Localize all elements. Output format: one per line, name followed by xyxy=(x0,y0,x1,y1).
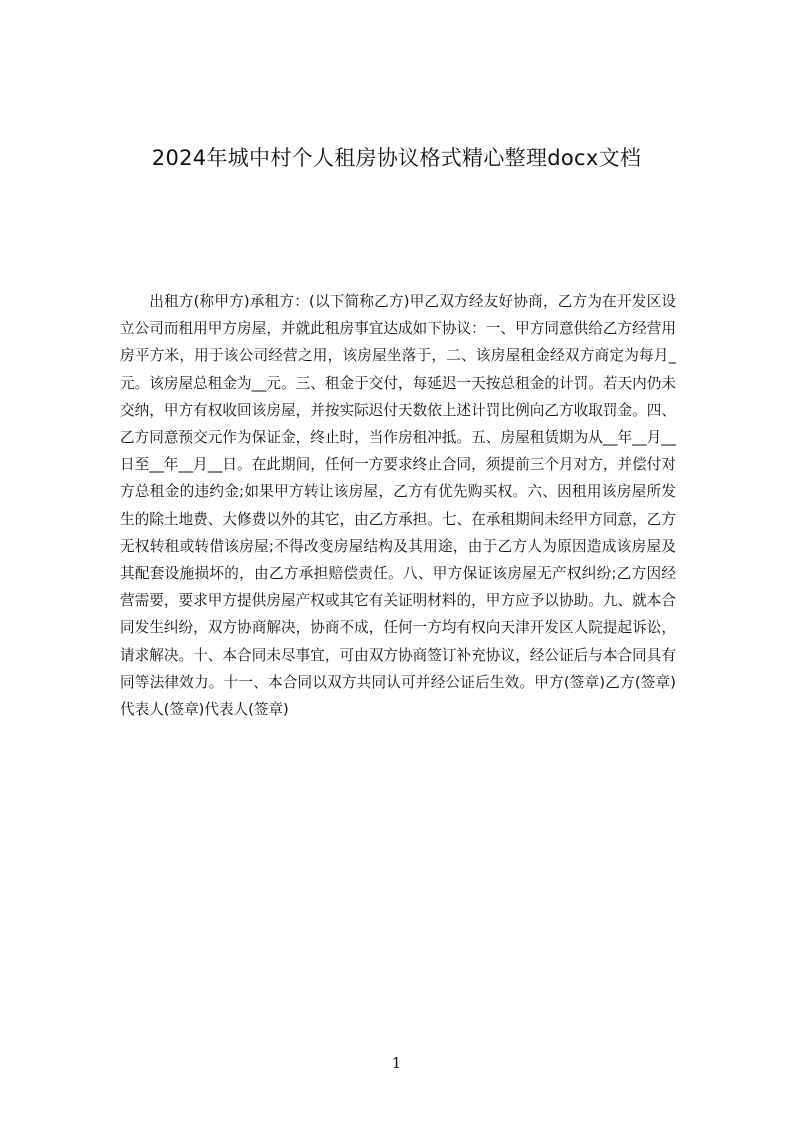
document-body-paragraph: 出租方(称甲方)承租方：(以下简称乙方)甲乙双方经友好协商，乙方为在开发区设立公司而租用甲方房屋，并就此租房事宜达成如下协议：一、甲方同意供给乙方经营用房平方米，用于该公司经营之用，该房屋坐落于，二、该房屋租金经双方商定为每月_元。该房屋总租金为__元。三、租金于交付，每延迟一天按总租金的计罚。若天内仍未交纳，甲方有权收回该房屋，并按实际迟付天数依上述计罚比例向乙方收取罚金。四、乙方同意预交元作为保证金，终止时，当作房租冲抵。五、房屋租赁期为从__年__月__日至__年__月__日。在此期间，任何一方要求终止合同，须提前三个月对方，并偿付对方总租金的违约金;如果甲方转让该房屋，乙方有优先购买权。六、因租用该房屋所发生的除土地费、大修费以外的其它，由乙方承担。七、在承租期间未经甲方同意，乙方无权转租或转借该房屋;不得改变房屋结构及其用途，由于乙方人为原因造成该房屋及其配套设施损坏的，由乙方承担赔偿责任。八、甲方保证该房屋无产权纠纷;乙方因经营需要，要求甲方提供房屋产权或其它有关证明材料的，甲方应予以协助。九、就本合同发生纠纷，双方协商解决，协商不成，任何一方均有权向天津开发区人院提起诉讼，请求解决。十、本合同未尽事宜，可由双方协商签订补充协议，经公证后与本合同具有同等法律效力。十一、本合同以双方共同认可并经公证后生效。甲方(签章)乙方(签章)代表人(签章)代表人(签章) xyxy=(120,293,676,719)
page-number: 1 xyxy=(391,1054,402,1072)
document-title: 2024年城中村个人租房协议格式精心整理docx文档 xyxy=(151,146,642,170)
